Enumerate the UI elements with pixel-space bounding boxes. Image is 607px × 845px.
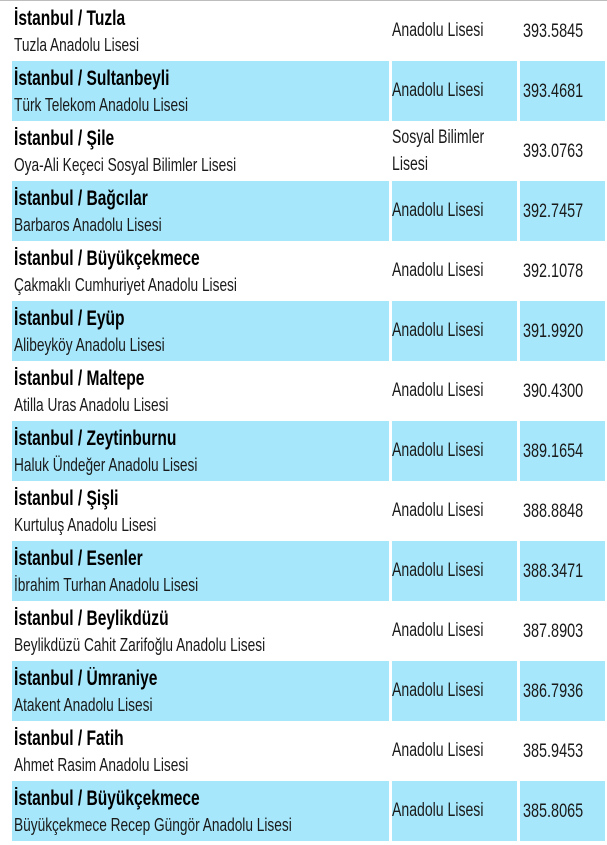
location-text: İstanbul / Esenler (14, 547, 143, 570)
score: 385.9453 (522, 740, 584, 762)
score-cell (520, 481, 605, 541)
location-text: İstanbul / Bağcılar (14, 187, 148, 210)
type-cell (392, 61, 517, 121)
score: 393.5845 (522, 20, 584, 42)
school-name: Haluk Ündeğer Anadolu Lisesi (14, 454, 198, 475)
school-type-line-2: Lisesi (392, 154, 429, 175)
location-cell (12, 241, 389, 301)
score: 390.4300 (522, 380, 584, 402)
school-type: Anadolu Lisesi (392, 500, 484, 521)
school-type: Anadolu Lisesi (392, 320, 484, 341)
score-cell (520, 241, 605, 301)
location-text: İstanbul / Şişli (14, 487, 119, 510)
table-row (12, 1, 605, 61)
school-name: Atakent Anadolu Lisesi (14, 694, 153, 715)
table-row (12, 421, 605, 481)
school-name: Alibeyköy Anadolu Lisesi (14, 334, 165, 355)
location-text: İstanbul / Büyükçekmece (14, 247, 200, 270)
school-name: Atilla Uras Anadolu Lisesi (14, 394, 169, 415)
table-row (12, 61, 605, 121)
school-name: Büyükçekmece Recep Güngör Anadolu Lisesi (14, 814, 292, 835)
school-type: Anadolu Lisesi (392, 440, 484, 461)
type-cell (392, 541, 517, 601)
school-type: Anadolu Lisesi (392, 380, 484, 401)
school-name: Beylikdüzü Cahit Zarifoğlu Anadolu Lisesi (14, 634, 266, 655)
type-cell (392, 481, 517, 541)
location-cell (12, 361, 389, 421)
location-cell (12, 181, 389, 241)
table-row (12, 541, 605, 601)
score-cell (520, 781, 605, 841)
school-type: Anadolu Lisesi (392, 80, 484, 101)
location-text: İstanbul / Şile (14, 127, 115, 150)
type-cell (392, 301, 517, 361)
table-row (12, 181, 605, 241)
location-text: İstanbul / Ümraniye (14, 667, 158, 690)
location-cell (12, 601, 389, 661)
score-cell (520, 421, 605, 481)
school-type: Anadolu Lisesi (392, 200, 484, 221)
school-name: Barbaros Anadolu Lisesi (14, 214, 162, 235)
location-text: İstanbul / Fatih (14, 727, 124, 750)
table-row (12, 241, 605, 301)
type-cell (392, 661, 517, 721)
location-cell (12, 1, 389, 61)
school-name: Türk Telekom Anadolu Lisesi (14, 94, 189, 115)
location-cell (12, 781, 389, 841)
school-type: Anadolu Lisesi (392, 560, 484, 581)
score: 387.8903 (522, 620, 584, 642)
school-type-line-1: Sosyal Bilimler (392, 127, 485, 148)
type-cell (392, 421, 517, 481)
school-type: Anadolu Lisesi (392, 800, 484, 821)
score: 388.3471 (522, 560, 584, 582)
location-cell (12, 121, 389, 181)
location-cell (12, 301, 389, 361)
school-type: Anadolu Lisesi (392, 260, 484, 281)
school-type: Anadolu Lisesi (392, 620, 484, 641)
location-text: İstanbul / Beylikdüzü (14, 607, 169, 630)
score: 386.7936 (522, 680, 584, 702)
score: 392.7457 (522, 200, 584, 222)
location-cell (12, 61, 389, 121)
school-name: Kurtuluş Anadolu Lisesi (14, 514, 157, 535)
score-cell (520, 61, 605, 121)
score-cell (520, 181, 605, 241)
table-row (12, 601, 605, 661)
score: 391.9920 (522, 320, 584, 342)
score: 385.8065 (522, 800, 584, 822)
type-cell (392, 1, 517, 61)
score: 393.0763 (522, 140, 584, 162)
school-name: Çakmaklı Cumhuriyet Anadolu Lisesi (14, 274, 237, 295)
type-cell (392, 241, 517, 301)
table-row (12, 301, 605, 361)
school-name: Ahmet Rasim Anadolu Lisesi (14, 754, 189, 775)
table-row (12, 361, 605, 421)
location-text: İstanbul / Eyüp (14, 307, 125, 330)
score: 389.1654 (522, 440, 584, 462)
type-cell (392, 181, 517, 241)
score-cell (520, 661, 605, 721)
score-cell (520, 121, 605, 181)
score-cell (520, 541, 605, 601)
table-row (12, 661, 605, 721)
score-cell (520, 601, 605, 661)
location-text: İstanbul / Zeytinburnu (14, 427, 177, 450)
location-text: İstanbul / Sultanbeyli (14, 67, 170, 90)
score: 388.8848 (522, 500, 584, 522)
school-name: Oya-Ali Keçeci Sosyal Bilimler Lisesi (14, 154, 237, 175)
type-cell (392, 781, 517, 841)
school-name: Tuzla Anadolu Lisesi (14, 34, 140, 55)
school-name: İbrahim Turhan Anadolu Lisesi (14, 574, 199, 595)
location-cell (12, 721, 389, 781)
location-cell (12, 661, 389, 721)
table-row (12, 481, 605, 541)
school-type: Anadolu Lisesi (392, 740, 484, 761)
score-cell (520, 1, 605, 61)
type-cell (392, 721, 517, 781)
table-row (12, 781, 605, 841)
score-cell (520, 361, 605, 421)
score-cell (520, 301, 605, 361)
table-row (12, 721, 605, 781)
location-cell (12, 481, 389, 541)
location-text: İstanbul / Maltepe (14, 367, 145, 390)
school-type: Anadolu Lisesi (392, 20, 484, 41)
location-text: İstanbul / Büyükçekmece (14, 787, 200, 810)
type-cell (392, 121, 517, 181)
type-cell (392, 601, 517, 661)
school-ranking-table (9, 1, 607, 841)
location-cell (12, 421, 389, 481)
table-row (12, 121, 605, 181)
score-cell (520, 721, 605, 781)
school-type: Anadolu Lisesi (392, 680, 484, 701)
location-text: İstanbul / Tuzla (14, 7, 126, 30)
location-cell (12, 541, 389, 601)
score: 392.1078 (522, 260, 584, 282)
score: 393.4681 (522, 80, 584, 102)
type-cell (392, 361, 517, 421)
